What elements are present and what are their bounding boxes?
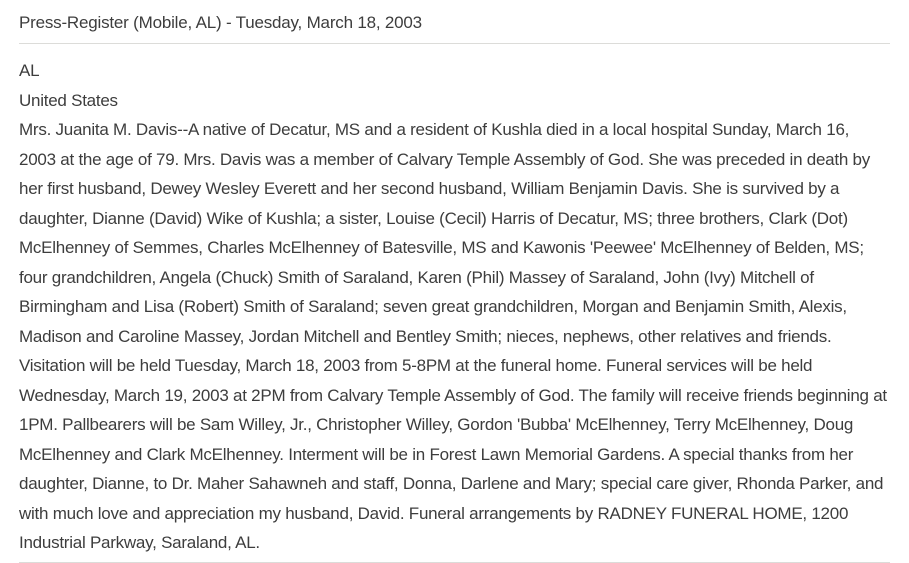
location-state: AL [19, 61, 40, 80]
footer-divider [19, 562, 890, 563]
record-body [19, 56, 890, 558]
location-country: United States [19, 90, 118, 110]
header-divider [19, 43, 890, 44]
obituary-text: Mrs. Juanita M. Davis--A native of Decatur, MS and a resident of Kushla died in a local hospital Sunday, March 16, 2003 at the age of 79. Mrs. Davis was a member of Calvary Temple Assembly of God. She was preceded in death by her first husband, Dewey Wesley Everett and her second husband, William Benjamin Davis. She is survived by a daughter, Dianne (David) Wike of Kushla; a sister, Louise (Cecil) Harris of Decatur, MS; three brothers, Clark (Dot) McElhenney of Semmes, Charles McElhenney of Batesville, MS and Kawonis 'Peewee' McElhenney of Belden, MS; four grandchildren, Angela (Chuck) Smith of Saraland, Karen (Phil) Massey of Saraland, John (Ivy) Mitchell of Birmingham and Lisa (Robert) Smith of Saraland; seven great grandchildren, Morgan and Benjamin Smith, Alexis, Madison and Caroline Massey, Jordan Mitchell and Bentley Smith; nieces, nephews, other relatives and friends. Visitation will be held Tuesday, March 18, 2003 from 5-8PM at the funeral home. Funeral services will be held Wednesday, March 19, 2003 at 2PM from Calvary Temple Assembly of God. The family will receive friends beginning at 1PM. Pallbearers will be Sam Willey, Jr., Christopher Willey, Gordon 'Bubba' McElhenney, Terry McElhenney, Doug McElhenney and Clark McElhenney. Interment will be in Forest Lawn Memorial Gardens. A special thanks from her daughter, Dianne, to Dr. Maher Sahawneh and staff, Donna, Darlene and Mary; special care giver, Rhonda Parker, and with much love and appreciation my husband, David. Funeral arrangements by RADNEY FUNERAL HOME, 1200 Industrial Parkway, Saraland, AL. [19, 120, 887, 552]
source-publication-line: Press-Register (Mobile, AL) - Tuesday, March 18, 2003 [19, 13, 422, 32]
